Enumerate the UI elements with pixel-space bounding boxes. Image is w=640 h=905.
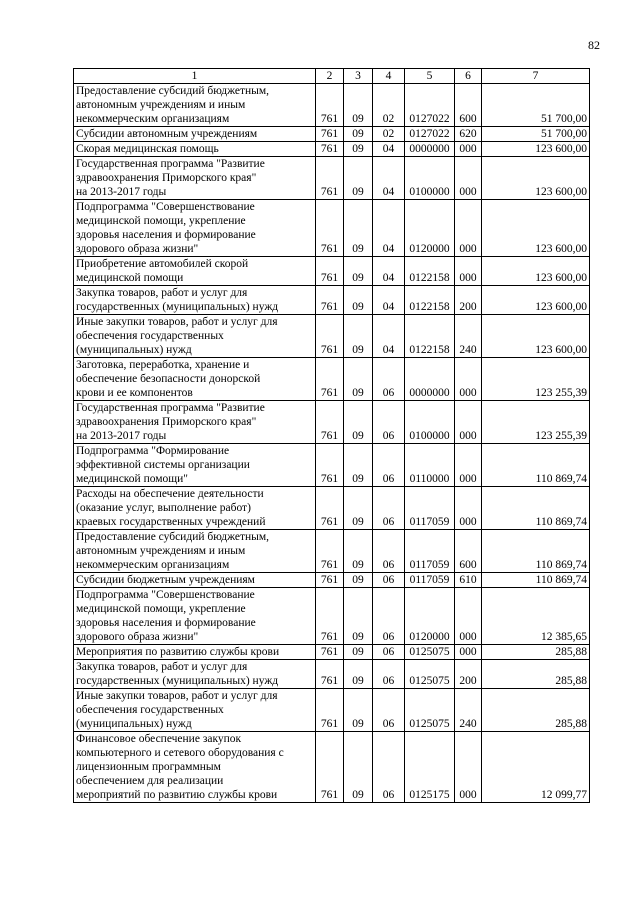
row-section: 09: [344, 444, 373, 487]
row-target-article: 0122158: [405, 315, 455, 358]
row-subsection: 04: [373, 142, 405, 157]
row-name: Субсидии бюджетным учреждениям: [74, 573, 316, 588]
table-row: [74, 358, 590, 401]
header-col-1: 1: [74, 69, 316, 84]
row-ministry-code: 761: [316, 530, 344, 573]
row-target-article: 0117059: [405, 530, 455, 573]
row-target-article: 0110000: [405, 444, 455, 487]
row-name: Закупка товаров, работ и услуг для государственных (муниципальных) нужд: [74, 660, 316, 689]
row-amount: 285,88: [482, 660, 590, 689]
row-subsection: 06: [373, 588, 405, 645]
table-row: [74, 689, 590, 732]
row-name: Расходы на обеспечение деятельности (оказание услуг, выполнение работ) краевых государственных учреждений: [74, 487, 316, 530]
row-name: Государственная программа "Развитие здравоохранения Приморского края" на 2013-2017 годы: [74, 157, 316, 200]
table-row: [74, 588, 590, 645]
row-target-article: 0122158: [405, 286, 455, 315]
row-subsection: 06: [373, 358, 405, 401]
row-ministry-code: 761: [316, 588, 344, 645]
row-target-article: 0125075: [405, 689, 455, 732]
row-ministry-code: 761: [316, 660, 344, 689]
row-subsection: 06: [373, 645, 405, 660]
row-target-article: 0125175: [405, 732, 455, 803]
row-section: 09: [344, 689, 373, 732]
row-amount: 285,88: [482, 645, 590, 660]
row-section: 09: [344, 732, 373, 803]
row-amount: 51 700,00: [482, 127, 590, 142]
row-expense-type: 240: [455, 689, 482, 732]
row-amount: 123 600,00: [482, 257, 590, 286]
row-target-article: 0000000: [405, 142, 455, 157]
table-row: [74, 127, 590, 142]
row-target-article: 0122158: [405, 257, 455, 286]
row-expense-type: 240: [455, 315, 482, 358]
row-ministry-code: 761: [316, 157, 344, 200]
row-section: 09: [344, 315, 373, 358]
header-col-2: 2: [316, 69, 344, 84]
row-name: Иные закупки товаров, работ и услуг для обеспечения государственных (муниципальных) нужд: [74, 689, 316, 732]
table-row: [74, 401, 590, 444]
row-subsection: 06: [373, 444, 405, 487]
row-expense-type: 610: [455, 573, 482, 588]
table-row: [74, 286, 590, 315]
row-ministry-code: 761: [316, 127, 344, 142]
table-row: [74, 315, 590, 358]
row-expense-type: 000: [455, 401, 482, 444]
header-col-5: 5: [405, 69, 455, 84]
row-section: 09: [344, 200, 373, 257]
row-expense-type: 000: [455, 142, 482, 157]
row-expense-type: 000: [455, 200, 482, 257]
row-amount: 285,88: [482, 689, 590, 732]
row-section: 09: [344, 645, 373, 660]
row-expense-type: 000: [455, 487, 482, 530]
header-col-4: 4: [373, 69, 405, 84]
table-row: [74, 84, 590, 127]
row-ministry-code: 761: [316, 689, 344, 732]
row-amount: 123 600,00: [482, 142, 590, 157]
row-expense-type: 000: [455, 588, 482, 645]
row-name: Мероприятия по развитию службы крови: [74, 645, 316, 660]
row-name: Предоставление субсидий бюджетным, автономным учреждениям и иным некоммерческим организациям: [74, 530, 316, 573]
row-name: Предоставление субсидий бюджетным, автономным учреждениям и иным некоммерческим организациям: [74, 84, 316, 127]
page-number: 82: [588, 38, 600, 52]
row-ministry-code: 761: [316, 732, 344, 803]
row-section: 09: [344, 530, 373, 573]
table-body: [74, 84, 590, 803]
row-target-article: 0120000: [405, 588, 455, 645]
row-ministry-code: 761: [316, 573, 344, 588]
row-subsection: 04: [373, 157, 405, 200]
row-target-article: 0125075: [405, 660, 455, 689]
row-ministry-code: 761: [316, 200, 344, 257]
row-subsection: 04: [373, 200, 405, 257]
row-subsection: 06: [373, 732, 405, 803]
row-name: Иные закупки товаров, работ и услуг для обеспечения государственных (муниципальных) нужд: [74, 315, 316, 358]
row-target-article: 0100000: [405, 157, 455, 200]
row-target-article: 0127022: [405, 84, 455, 127]
table-row: [74, 157, 590, 200]
table-header-row: [74, 69, 590, 84]
row-subsection: 06: [373, 573, 405, 588]
row-section: 09: [344, 127, 373, 142]
row-subsection: 04: [373, 257, 405, 286]
row-section: 09: [344, 157, 373, 200]
budget-table: [73, 68, 590, 803]
table-row: [74, 645, 590, 660]
row-target-article: 0117059: [405, 573, 455, 588]
row-expense-type: 000: [455, 157, 482, 200]
row-name: Субсидии автономным учреждениям: [74, 127, 316, 142]
row-name: Финансовое обеспечение закупок компьютерного и сетевого оборудования с лицензионным программным обеспечением для реализации мероприятий по развитию службы крови: [74, 732, 316, 803]
table-row: [74, 200, 590, 257]
row-section: 09: [344, 487, 373, 530]
row-ministry-code: 761: [316, 444, 344, 487]
row-section: 09: [344, 588, 373, 645]
row-ministry-code: 761: [316, 315, 344, 358]
row-amount: 123 600,00: [482, 157, 590, 200]
row-section: 09: [344, 573, 373, 588]
row-subsection: 06: [373, 401, 405, 444]
header-col-7: 7: [482, 69, 590, 84]
row-name: Государственная программа "Развитие здравоохранения Приморского края" на 2013-2017 годы: [74, 401, 316, 444]
row-section: 09: [344, 660, 373, 689]
row-section: 09: [344, 358, 373, 401]
row-name: Скорая медицинская помощь: [74, 142, 316, 157]
row-ministry-code: 761: [316, 487, 344, 530]
row-amount: 123 600,00: [482, 315, 590, 358]
table-row: [74, 487, 590, 530]
row-section: 09: [344, 257, 373, 286]
row-ministry-code: 761: [316, 358, 344, 401]
row-amount: 12 385,65: [482, 588, 590, 645]
row-amount: 110 869,74: [482, 530, 590, 573]
table-row: [74, 732, 590, 803]
row-name: Приобретение автомобилей скорой медицинской помощи: [74, 257, 316, 286]
row-expense-type: 200: [455, 286, 482, 315]
row-target-article: 0127022: [405, 127, 455, 142]
row-expense-type: 200: [455, 660, 482, 689]
row-expense-type: 000: [455, 732, 482, 803]
table-row: [74, 444, 590, 487]
row-expense-type: 600: [455, 84, 482, 127]
row-subsection: 04: [373, 315, 405, 358]
table-row: [74, 573, 590, 588]
row-ministry-code: 761: [316, 286, 344, 315]
row-expense-type: 000: [455, 358, 482, 401]
row-subsection: 06: [373, 689, 405, 732]
row-amount: 123 255,39: [482, 401, 590, 444]
row-expense-type: 000: [455, 444, 482, 487]
row-ministry-code: 761: [316, 645, 344, 660]
row-section: 09: [344, 286, 373, 315]
row-amount: 123 255,39: [482, 358, 590, 401]
row-ministry-code: 761: [316, 142, 344, 157]
row-subsection: 06: [373, 660, 405, 689]
row-ministry-code: 761: [316, 257, 344, 286]
table-row: [74, 257, 590, 286]
row-name: Подпрограмма "Совершенствование медицинской помощи, укрепление здоровья населения и формирование здорового образа жизни": [74, 588, 316, 645]
row-expense-type: 000: [455, 645, 482, 660]
row-ministry-code: 761: [316, 401, 344, 444]
table-row: [74, 530, 590, 573]
table-row: [74, 660, 590, 689]
row-name: Подпрограмма "Формирование эффективной системы организации медицинской помощи": [74, 444, 316, 487]
row-section: 09: [344, 142, 373, 157]
row-amount: 110 869,74: [482, 573, 590, 588]
header-col-3: 3: [344, 69, 373, 84]
table-row: [74, 142, 590, 157]
row-expense-type: 000: [455, 257, 482, 286]
row-amount: 123 600,00: [482, 286, 590, 315]
row-expense-type: 600: [455, 530, 482, 573]
row-subsection: 02: [373, 127, 405, 142]
row-name: Заготовка, переработка, хранение и обеспечение безопасности донорской крови и ее компонентов: [74, 358, 316, 401]
row-subsection: 06: [373, 530, 405, 573]
row-name: Закупка товаров, работ и услуг для государственных (муниципальных) нужд: [74, 286, 316, 315]
row-ministry-code: 761: [316, 84, 344, 127]
row-target-article: 0125075: [405, 645, 455, 660]
row-section: 09: [344, 84, 373, 127]
row-subsection: 06: [373, 487, 405, 530]
row-amount: 51 700,00: [482, 84, 590, 127]
header-col-6: 6: [455, 69, 482, 84]
row-target-article: 0100000: [405, 401, 455, 444]
row-target-article: 0117059: [405, 487, 455, 530]
row-target-article: 0000000: [405, 358, 455, 401]
row-subsection: 04: [373, 286, 405, 315]
row-amount: 12 099,77: [482, 732, 590, 803]
row-amount: 123 600,00: [482, 200, 590, 257]
row-target-article: 0120000: [405, 200, 455, 257]
row-subsection: 02: [373, 84, 405, 127]
row-name: Подпрограмма "Совершенствование медицинской помощи, укрепление здоровья населения и формирование здорового образа жизни": [74, 200, 316, 257]
row-amount: 110 869,74: [482, 487, 590, 530]
row-amount: 110 869,74: [482, 444, 590, 487]
row-expense-type: 620: [455, 127, 482, 142]
row-section: 09: [344, 401, 373, 444]
